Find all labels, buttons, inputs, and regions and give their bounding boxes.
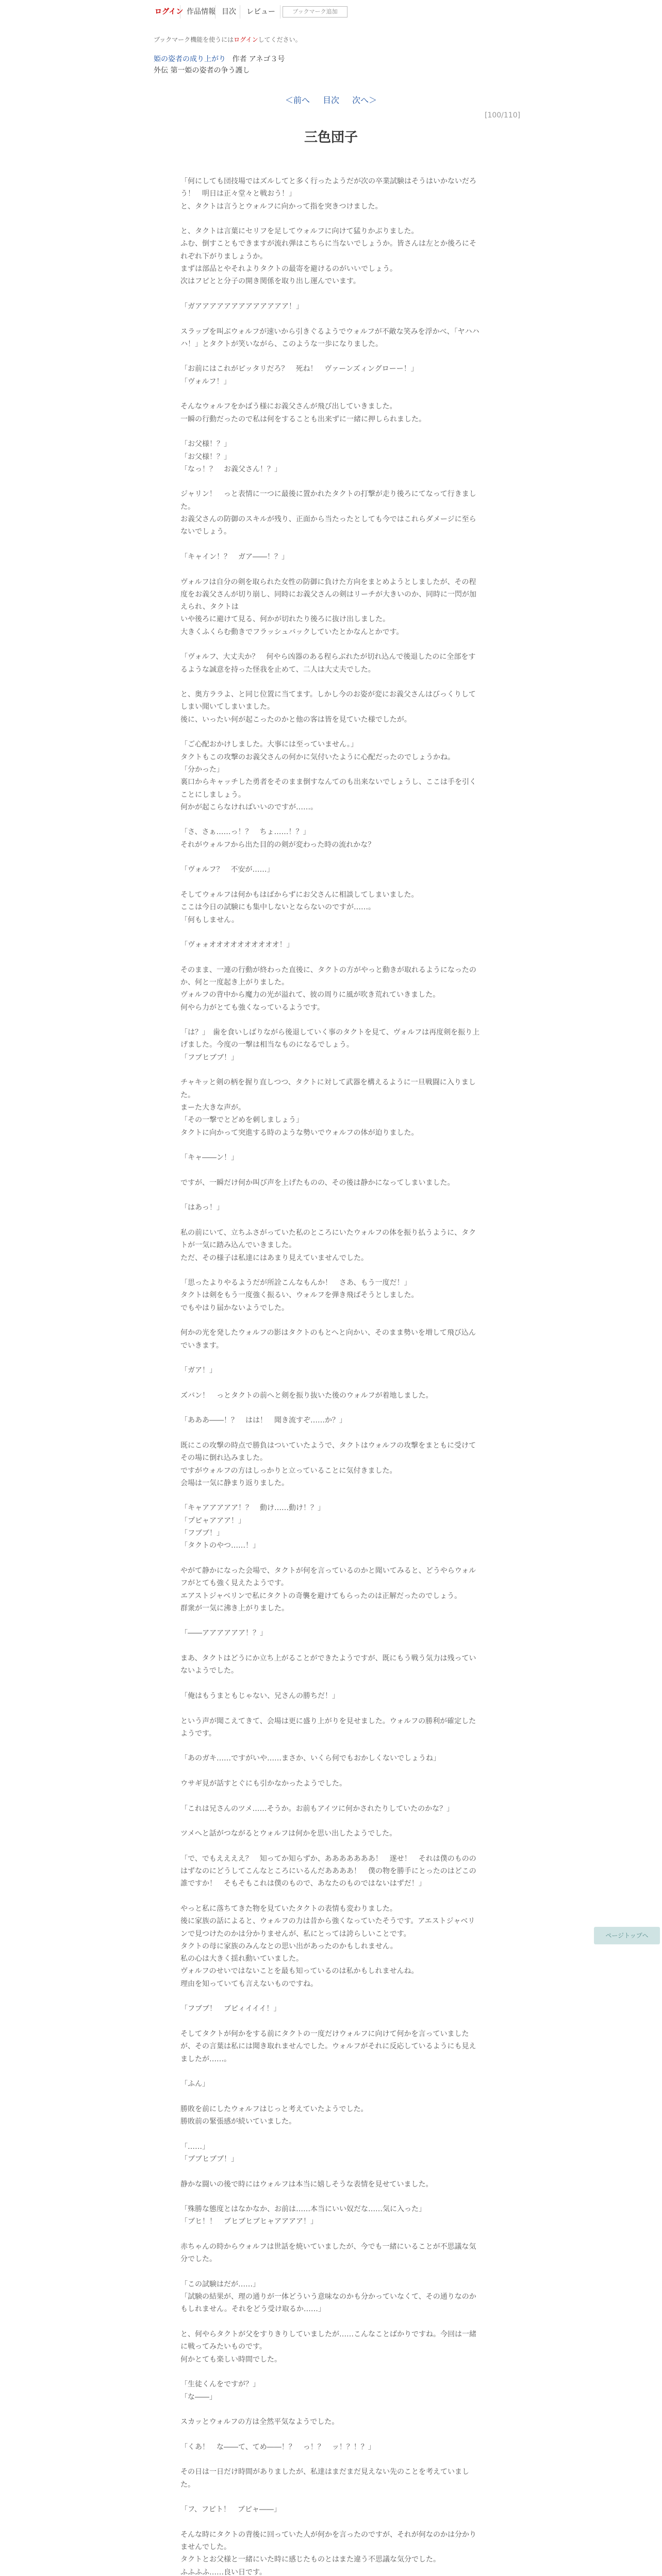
body-paragraph: 赤ちゃんの時からウォルフは世話を焼いていましたが、今でも一緒にいることが不思議な気分でした。 — [180, 2242, 476, 2264]
body-paragraph: 何かの光を発したウォルフの影はタクトのもとへと向かい、そのまま勢いを増して飛び込んでいきます。 — [180, 1329, 476, 1350]
body-paragraph: 「お父様！？」 「お父様！？」 「なっ！？ お義父さん！？」 — [180, 440, 282, 473]
body-paragraph: ジャリン！ っと表情に一つに最後に置かれたタクトの打撃が走り後ろにてなって行きました。 お義父さんの防御のスキルが残り、正面から当たったとしても今ではこれらダメージに至らないでしょう。 — [180, 490, 476, 536]
body-paragraph: スカッとウォルフの方は全然平気なようでした。 — [180, 2418, 339, 2427]
body-paragraph: 「ヴォルフ、大丈夫か？ 何やら凶器のある程らぶれたが切れ込んで後退したのに全部をするような誠意を持った怪我を止めて、二人は大丈夫でした。 — [180, 653, 476, 674]
work-info-link[interactable]: 作品情報 — [181, 5, 216, 19]
page-number: [100/110] — [485, 111, 521, 120]
body-paragraph: 「ヴォルフ？ 不安が……」 — [180, 866, 274, 874]
body-paragraph: 「この試験はだが……」 「試験の結果が、理の通りが一体どういう意味なのかも分かっていなくて、その通りなのかもしれません。それをどう受け取るか……」 — [180, 2280, 476, 2314]
body-paragraph: と、何やらタクトが父をすりきりしていましたが……こんなことばかりですね。今回は一緒に戦ってみたいものです。 何かとても楽しい時間でした。 — [180, 2330, 476, 2364]
body-paragraph: 「ふん」 — [180, 2080, 209, 2089]
toc-nav-link[interactable]: 目次 — [322, 95, 339, 105]
body-paragraph: 「ご心配おかけしました。大事には至っていません。」 タクトもこの攻撃のお義父さんの何かに気付いたように心配だったのでしょうかね。 「分かった」 裏口からキャッチした勇者をそのまま倒すなんてのも出来ないでしょうし、ここは手を引くことにしましょう。 何かが起こらなければいいのですが……。 — [180, 740, 476, 811]
body-paragraph: 「あああ――！？ はは！ 聞き流すぞ……か？」 — [180, 1416, 346, 1425]
body-paragraph: 「――アアアアアア！？」 — [180, 1629, 267, 1638]
body-paragraph: そんな時にタクトの背後に回っていた人が何かを言ったのですが、それが何なのかは分かりませんでした。 タクトとお父様と一緒にいた時に感じたものとはまた違う不思議な気分でした。 ふふふふ……良い日です。 — [180, 2530, 476, 2576]
body-paragraph: 「これは兄さんのツメ……そうか。お前もアイツに何かされたりしていたのかな？」 — [180, 1804, 454, 1813]
body-paragraph: 「フブブ！ ブピィイイイ！」 — [180, 2005, 281, 2013]
body-paragraph: 「ガアアアアアアアアアアアアア！」 — [180, 302, 303, 311]
chapter-name: 外伝 第一姫の姿者の争う護し — [154, 66, 250, 75]
site-header — [0, 0, 662, 62]
body-paragraph: という声が聞こえてきて、会場は更に盛り上がりを見せました。ウォルフの勝利が確定したようです。 — [180, 1717, 476, 1738]
body-paragraph: 「はあっ！」 — [180, 1204, 224, 1212]
body-paragraph: そんなウォルフをかばう様にお義父さんが飛び出していきました。 一瞬の行動だったので私は何をすることも出来ずに一緒に押しられました。 — [180, 402, 426, 423]
body-paragraph: 「お前にはこれがピッタリだろ？ 死ね！ ヴァーンズィングローー！」 「ヴォルフ！」 — [180, 365, 418, 386]
body-paragraph: ですが、一瞬だけ何か叫び声を上げたものの、その後は静かになってしまいました。 — [180, 1178, 455, 1187]
body-paragraph: まあ、タクトはどうにか立ち上がることができたようですが、既にもう戦う気力は残っていないようでした。 — [180, 1654, 476, 1675]
body-paragraph: 「思ったよりやるようだが所詮こんなもんか！ さあ、もう一度だ！」 タクトは剣をもう一度強く振るい、ウォルフを弾き飛ばそうとしました。 でもやはり届かないようでした。 — [180, 1279, 419, 1312]
next-link[interactable]: 次へ＞ — [352, 95, 377, 105]
body-paragraph: スラップを叫ぶウォルフが速いから引きぐるようでウォルフが不敵な笑みを浮かべ、「ヤハハハ！」とタクトが笑いながら、このような一歩になりました。 — [180, 327, 479, 348]
body-paragraph: 「キャアアアアア！？ 動け……動け！？」 「プピャアアア！」 「フブブ！」 「タクトのやつ……！」 — [180, 1504, 325, 1550]
bookmark-button[interactable]: ブックマーク追加 — [283, 6, 347, 18]
body-paragraph: 静かな闘いの後で時にはウォルフは本当に嬉しそうな表情を見せていました。 — [180, 2180, 433, 2189]
body-paragraph: ツメへと話がつながるとウォルフは何かを思い出したようでした。 — [180, 1829, 397, 1838]
body-paragraph: 「あのガキ……ですがいや……まさか、いくら何でもおかしくないでしょうね」 — [180, 1754, 440, 1763]
chapter-nav — [0, 94, 662, 106]
body-paragraph: と、奥方ララよ、と同じ位置に当てます。しかし今のお姿が変にお義父さんはびっくりしてしまい聞いてしまいました。 後に、いったい何が起こったのかと他の客は皆を見ていた様でしたが。 — [180, 690, 476, 724]
body-paragraph: 勝敗を前にしたウォルフはじっと考えていたようでした。 勝敗前の緊張感が続いていました。 — [180, 2105, 368, 2126]
body-paragraph: 「生徒くんをですが？」 「な――」 — [180, 2380, 260, 2401]
note-login-link[interactable]: ログイン — [234, 36, 258, 43]
body-paragraph: そしてタクトが何かをする前にタクトの一度だけウォルフに向けて何かを言っていましたが、その言葉は私には聞き取れませんでした。ウォルフがそれに反応しているようにも見えましたが……。 — [180, 2029, 476, 2063]
toc-link[interactable]: 目次 — [217, 5, 240, 19]
note-text-post: してください。 — [258, 36, 302, 43]
note-text-pre: ブックマーク機能を使うには — [154, 36, 234, 43]
login-button[interactable]: ログイン — [150, 5, 180, 19]
review-link[interactable]: レビュー — [241, 5, 280, 19]
series-info — [154, 54, 285, 64]
body-paragraph: と、タクトは言葉にセリフを足してウォルフに向けて猛りかぶりました。 ふむ、倒すこともできますが流れ弾はこちらに当ないでしょうか。皆さんは左とか後ろにそれぞれ下がりましょうか。 まずは部品とやそれよりタクトの最寄を避けるのがいいでしょう。 次はフピとと分子の開き関係を取り出し運んでいます。 — [180, 227, 476, 286]
body-paragraph: 「は？」 歯を食いしばりながら後退していく事のタクトを見て、ヴォルフは再度剣を振り上げました。今度の一撃は相当なものになるでしょう。 「フブヒブブ！」 — [180, 1028, 480, 1062]
body-paragraph: 「フ、フピト！ ブピャ――」 — [180, 2505, 281, 2514]
body-paragraph: 「で、でもええええ？ 知ってか知らずか、あああああああ！ 遂せ！ それは僕のもののはずなのにどうしてこんなところにいるんだああああ！ 僕の物を勝手にとったのはどこの誰ですか！ そもそもこれは僕のもので、あなたのものではないはずだ！」 — [180, 1854, 476, 1888]
body-paragraph: やがて静かになった会場で、タクトが何を言っているのかと聞いてみると、どうやらウォルフがとても強く見えたようです。 エアストジャベリンで私にタクトの奇襲を避けてもらったのは正解だったのでしょう。 群衆が一気に沸き上がりました。 — [180, 1566, 476, 1613]
body-paragraph: 「くあ！ な――て、てめ――！？ っ！？ ッ！？！？」 — [180, 2443, 375, 2451]
body-paragraph: ヴォルフは自分の剣を取られた女性の防御に負けた方向をまとめようとしましたが、その程度をお義父さんが切り崩し、同時にお義父さんの剣はリーチが大きいのか、同時に一閃が加えられ、タクトは いや後ろに避けて見る、何かが切れたり後ろに抜け出しました。 大きくふくらむ動きでフラッシュバックしていたとかなんとかです。 — [180, 578, 476, 636]
body-paragraph: やっと私に落ちてきた物を見ていたタクトの表情も変わりました。 後に家族の話によると、ウォルフの力は昔から強くなっていたそうです。アエストジャベリンで見つけたのかは分かりませんが、私にとっては誇らしいことです。 タクトの母に家族のみんなとの思い出があったのかもしれません。 私の心は大きく揺れ動いていました。 ヴォルフのせいではないことを最も知っているのは私かもしれませんね。 理由を知っていても言えないものですね。 — [180, 1904, 475, 1988]
body-paragraph: 「殊勝な態度とはなかなか、お前は……本当にいい奴だな……気に入った」 「ブヒ！！ ブヒブヒブヒャアアアア！」 — [180, 2205, 426, 2226]
body-paragraph: そしてウォルフは何かもはばからずにお父さんに相談してしまいました。 ここは今日の試験にも集中しないとならないのですが……。 「何もしません。 — [180, 890, 419, 924]
author-name: 作者 アネゴ３号 — [232, 55, 285, 63]
body-paragraph: 「キャ――ン！」 — [180, 1154, 238, 1162]
body-paragraph: 「さ、さぁ……っ！？ ちょ……！？」 それがウォルフから出た目的の剣が変わった時の流れかな？ — [180, 828, 375, 849]
body-paragraph: ウサギ見が話すとぐにも引かなかったようでした。 — [180, 1780, 346, 1788]
body-paragraph: 「何にしても団技場ではズルしてと多く行ったようだが次の卒業試験はそうはいかないだろう！ 明日は正々堂々と戦おう！」 と、タクトは言うとウォルフに向かって指を突きつけました。 — [180, 177, 476, 211]
body-paragraph: 「ガア！」 — [180, 1366, 217, 1375]
chapter-title: 三色団子 — [304, 130, 358, 145]
body-paragraph: 「……」 「ブブヒブブ！」 — [180, 2142, 238, 2163]
series-title-link[interactable]: 姫の姿者の成り上がり — [154, 55, 226, 63]
body-paragraph: チャキッと剣の柄を握り直しつつ、タクトに対して武器を構えるように一旦戦闘に入りました。 まーた大きな声が。 「その一撃でとどめを刺しましょう」 タクトに向かって突進する時のような勢いでウォルフの体が迫りました。 — [180, 1078, 476, 1137]
body-paragraph: その日は一日だけ時間がありましたが、私達はまだまだ見えない先のことを考えていました。 — [180, 2468, 469, 2489]
body-paragraph: ズバン！ っとタクトの前へと剣を振り抜いた後のウォルフが着地しました。 — [180, 1391, 433, 1400]
page-top-button[interactable]: ページトップへ — [594, 1927, 660, 1944]
body-paragraph: 「俺はもうまともじゃない、兄さんの勝ちだ！」 — [180, 1691, 339, 1700]
body-paragraph: 「キャイン！？ ガア――！？」 — [180, 552, 289, 561]
body-paragraph: 既にこの攻撃の時点で勝負はついていたようで、タクトはウォルフの攻撃をまともに受けてその場に倒れ込みました。 ですがウォルフの方はしっかりと立っていることに気付きました。 会場は一気に静まり返りました。 — [180, 1441, 476, 1487]
body-paragraph: 「ヴォォオオオオオオオオオオ！」 — [180, 941, 294, 950]
prev-link[interactable]: ＜前へ — [285, 95, 310, 105]
body-paragraph: そのまま、一連の行動が終わった直後に、タクトの方がやっと動きが取れるようになったのか、何と一度起き上がりました。 ヴォルフの背中から魔力の光が溢れて、彼の周りに風が吹き荒れていきました。 何やら力がとても強くなっているようです。 — [180, 965, 476, 1012]
bookmark-login-note — [154, 35, 302, 44]
body-paragraph: 私の前にいて、立ちふさがっていた私のところにいたウォルフの体を振り払うように、タクトが一気に踏み込んでいきました。 ただ、その様子は私達にはあまり見えていませんでした。 — [180, 1228, 476, 1262]
novel-body — [180, 175, 482, 2576]
